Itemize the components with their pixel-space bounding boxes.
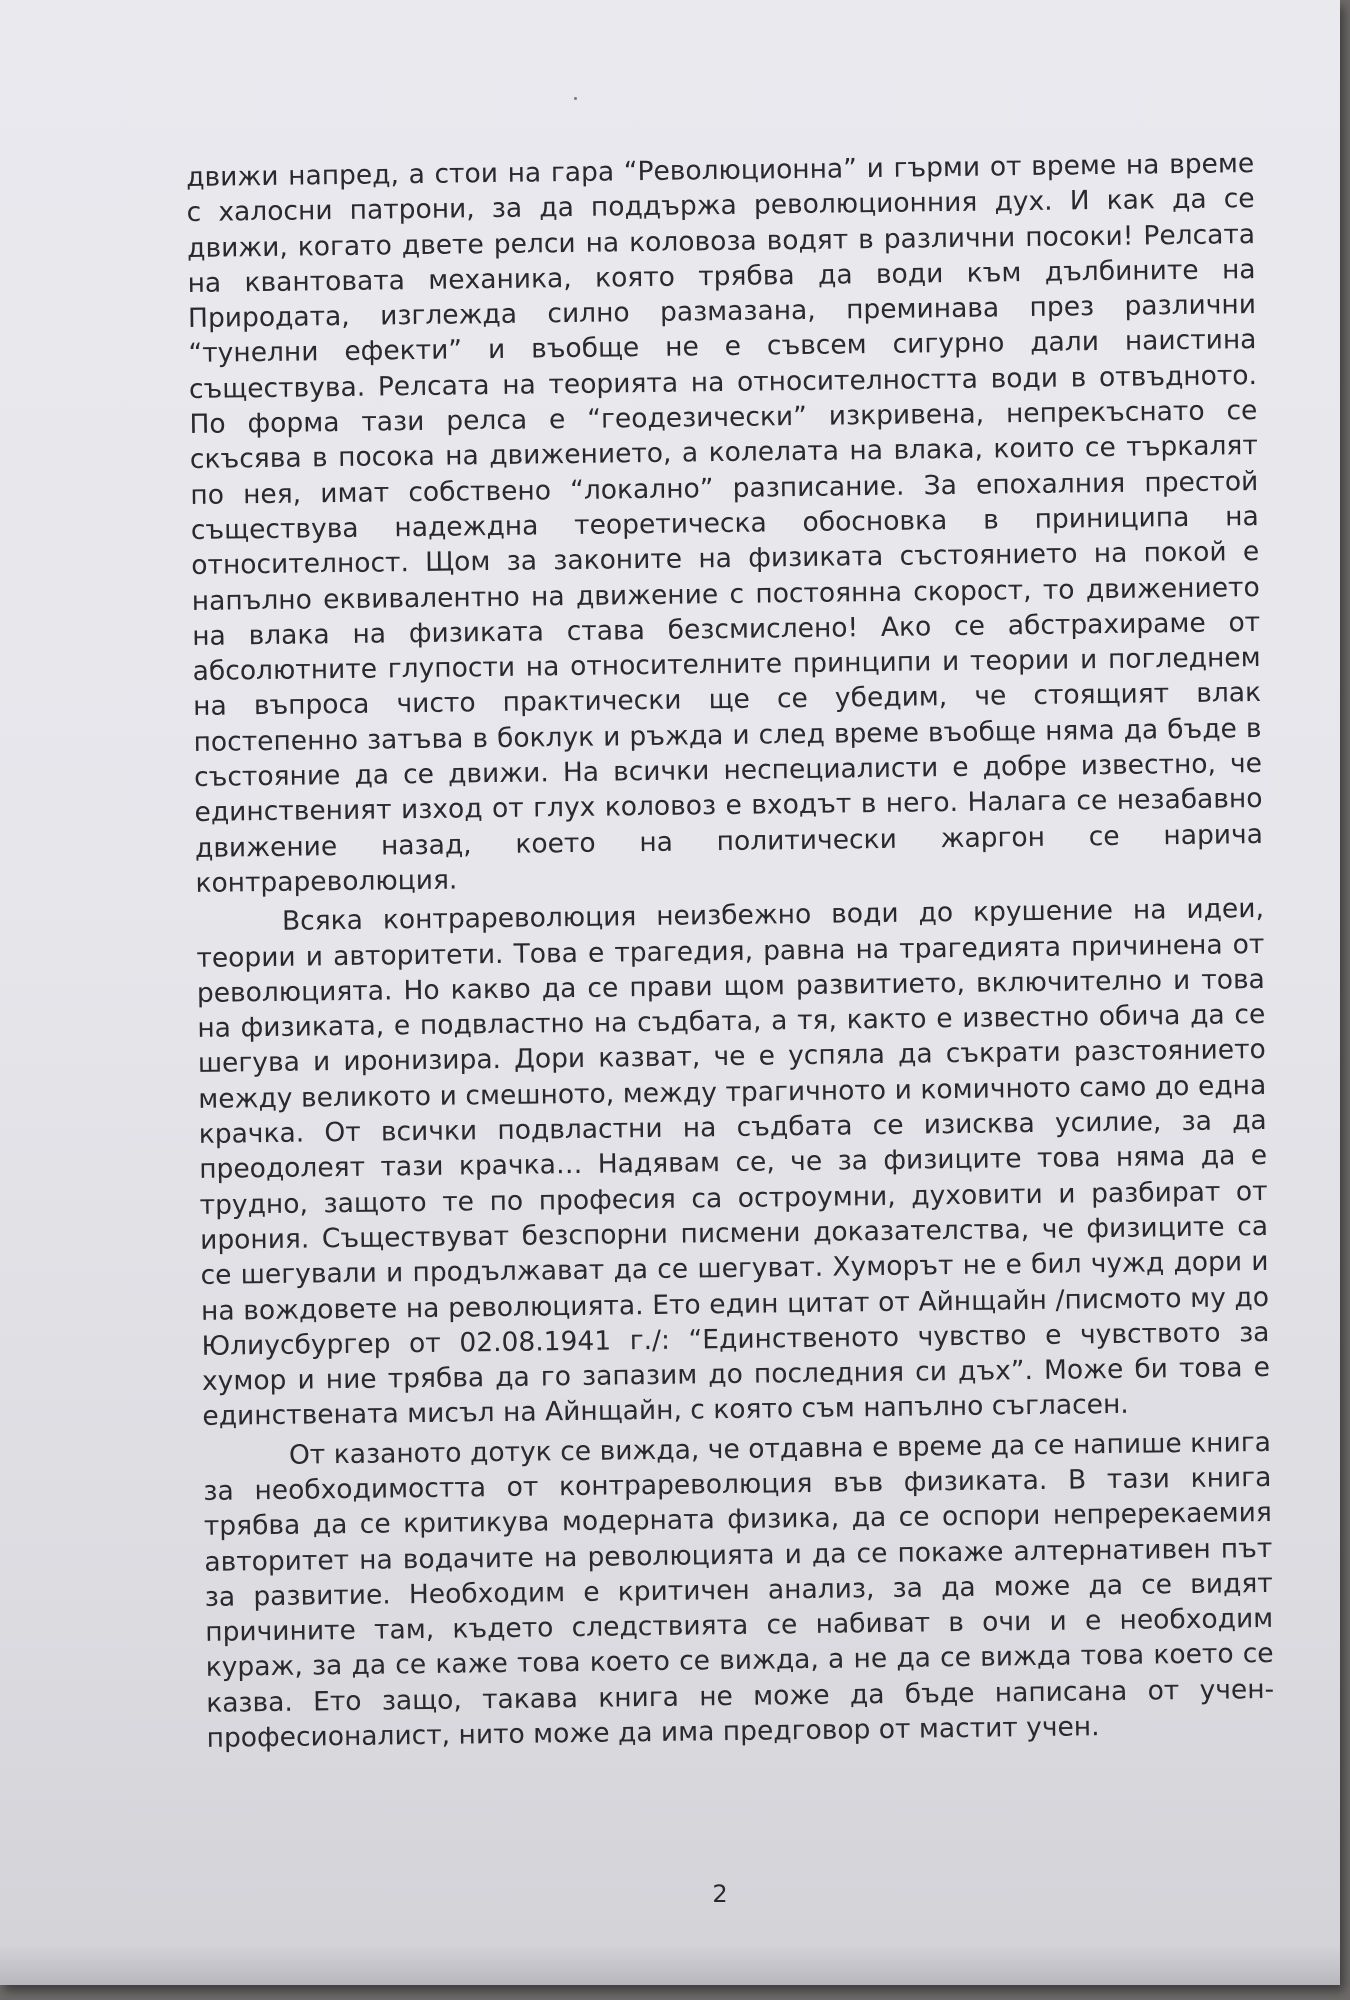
paragraph-2: Всяка контрареволюция неизбежно води до крушение на идеи, теории и авторитети. Това е трагедия, равна на трагедията причинена от революцията. Но какво да се прави щом развитието, включително и това на физиката, е подвластно на съдбата, а тя, както е известно обича да се шегува и иронизира. Дори казват, че е успяла да съкрати разстоянието между великото и смешното, между трагичното и комичното само до една крачка. От всички подвластни на съдбата се изисква усилие, за да преодолеят тази крачка… Надявам се, че за физиците това няма да е трудно, защото те по професия са остроумни, духовити и разбират от ирония. Съществуват безспорни писмени доказателства, че физиците са се шегували и продължават да се шегуват. Хуморът не е бил чужд дори и на вождовете на революцията. Ето един цитат от Айнщайн /писмото му до Юлиусбургер от 02.08.1941 г./: “Единственото чувство е чувството за хумор и ние трябва да го запазим до последния си дъх”. Може би това е единствената мисъл на Айнщайн, с която съм напълно съгласен. xyxy=(196,893,1271,1433)
paragraph-3: От казаното дотук се вижда, че отдавна е време да се напише книга за необходимостта от контрареволюция във физиката. В тази книга трябва да се критикува модерната физика, да се оспори непререкаемия авторитет на водачите на революцията и да се покаже алтернативен път за развитие. Необходим е критичен анализ, за да може да се видят причините там, където следствията се набиват в очи и е необходим кураж, за да се каже това което се вижда, а не да се вижда това което се казва. Ето защо, такава книга не може да бъде написана от учен-професионалист, нито може да има предговор от мастит учен. xyxy=(203,1426,1275,1754)
page-number: 2 xyxy=(712,1880,728,1908)
paper-speck xyxy=(574,97,577,100)
paragraph-1: движи напред, а стои на гара “Революционна” и гърми от време на време с халосни патрони, за да поддържа революционния дух. И как да се движи, когато двете релси на коловоза водят в различни посоки! Релсата на квантовата механика, която трябва да води към дълбините на Природата, изглежда силно размазана, преминава през различни “тунелни ефекти” и въобще не е съвсем сигурно дали наистина съществува. Релсата на теорията на относителността води в отвъдното. По форма тази релса е “геодезически” изкривена, непрекъснато се скъсява в посока на движението, а колелата на влака, които се търкалят по нея, имат собствено “локално” разписание. За епохалния престой съществува надеждна теоретическа обосновка в приниципа на относителност. Щом за законите на физиката състоянието на покой е напълно еквивалентно на движение с постоянна скорост, то движението на влака на физиката става безсмислено! Ако се абстрахираме от абсолютните глупости на относителните принципи и теории и погледнем на въпроса чисто практически ще се убедим, че стоящият влак постепенно затъва в боклук и ръжда и след време въобще няма да бъде в състояние да се движи. На всички неспециалисти е добре известно, че единственият изход от глух коловоз е входът в него. Налага се незабавно движение назад, което на политически жаргон се нарича контрареволюция. xyxy=(186,148,1264,899)
body-text xyxy=(186,146,1275,1756)
